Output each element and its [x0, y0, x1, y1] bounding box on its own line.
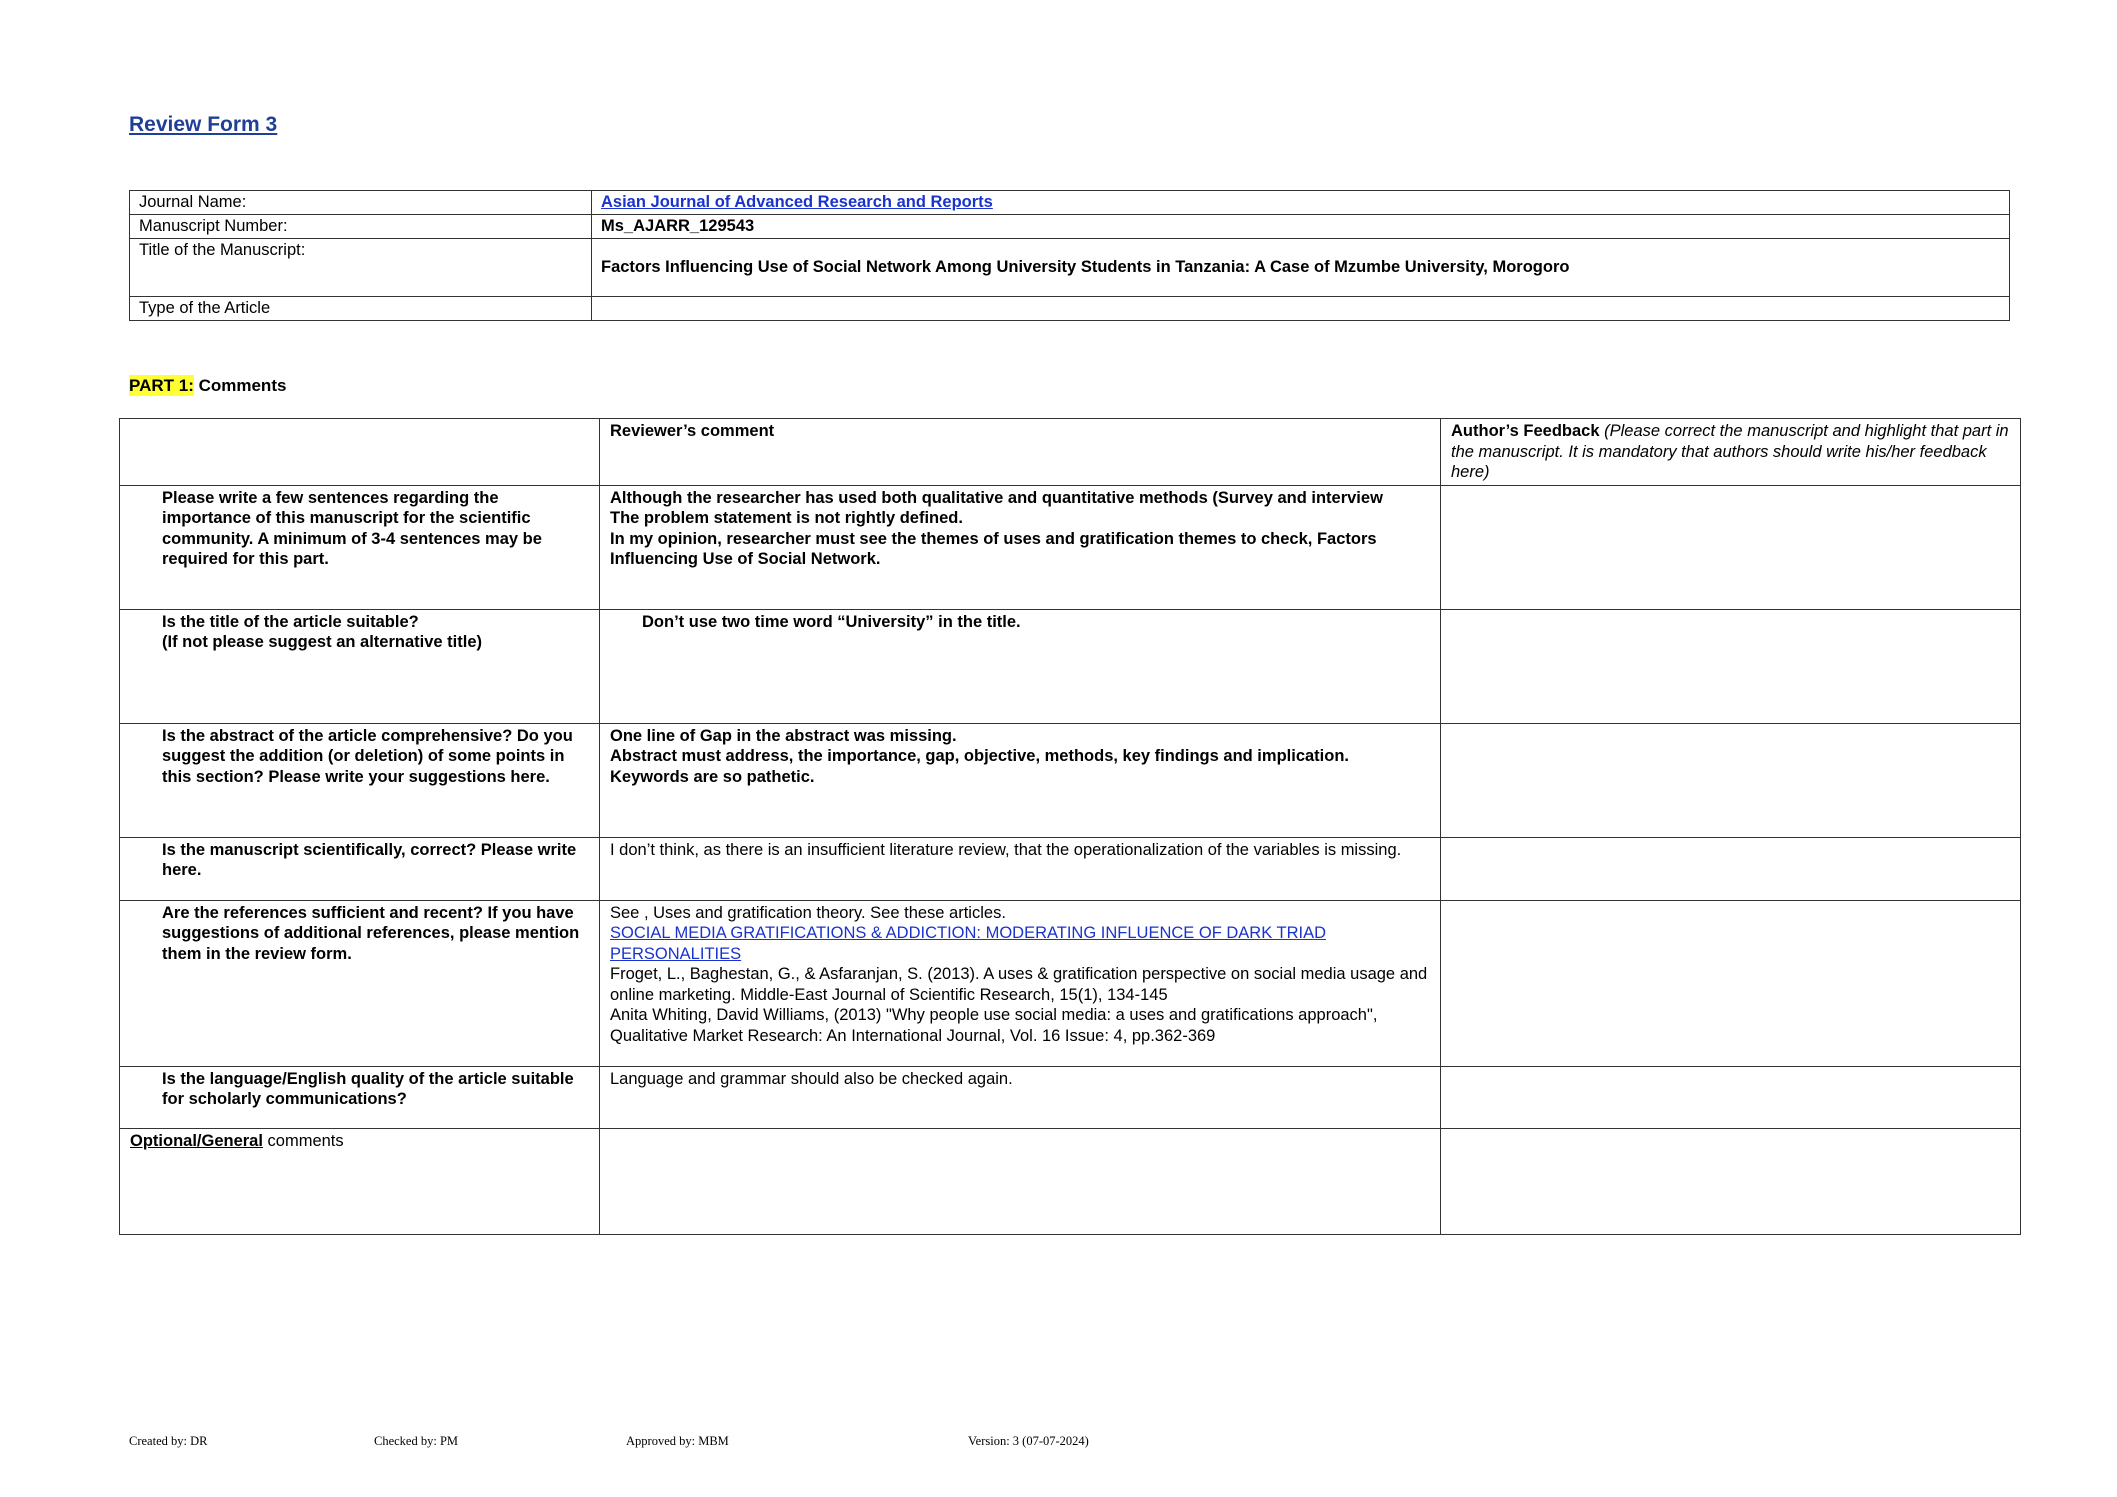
comment-line: In my opinion, researcher must see the themes of uses and gratification themes to check, Factors Influencing Use of Social Network.: [610, 529, 1377, 568]
manuscript-number: Ms_AJARR_129543: [592, 215, 2010, 239]
journal-label: Journal Name:: [130, 191, 592, 215]
reference-item: Froget, L., Baghestan, G., & Asfaranjan, S. (2013). A uses & gratification perspective on social media usage and online marketing. Middle-East Journal of Scientific Research, 15(1), 134-145: [610, 965, 1428, 1004]
footer-approved-by: Approved by: MBM: [626, 1434, 729, 1448]
review-comments-table: [119, 418, 2021, 1235]
comment-text: Don’t use two time word “University” in the title.: [642, 612, 1021, 631]
manuscript-title-label: Title of the Manuscript:: [130, 239, 592, 297]
table-row: [120, 723, 2021, 837]
manuscript-info-table: [129, 190, 2010, 321]
author-feedback-cell[interactable]: [1441, 485, 2021, 609]
header-reviewer-comment: Reviewer’s comment: [600, 419, 1441, 486]
article-type-label: Type of the Article: [130, 297, 592, 321]
comment-line: Although the researcher has used both qualitative and quantitative methods (Survey and interview: [610, 488, 1383, 507]
question-importance: Please write a few sentences regarding the importance of this manuscript for the scientific community. A minimum of 3-4 sentences may be required for this part.: [120, 485, 600, 609]
comment-line: The problem statement is not rightly defined.: [610, 509, 963, 527]
header-author-feedback: [1441, 419, 2021, 486]
question-title: [120, 609, 600, 723]
journal-value-cell: [592, 191, 2010, 215]
table-row: [120, 900, 2021, 1066]
question-line: Is the title of the article suitable?: [162, 612, 419, 631]
article-type-value: [592, 297, 2010, 321]
part-label: PART 1:: [129, 376, 194, 395]
table-row: [120, 1066, 2021, 1128]
manuscript-label: Manuscript Number:: [130, 215, 592, 239]
author-feedback-cell[interactable]: [1441, 1066, 2021, 1128]
manuscript-title-row: [130, 239, 2010, 297]
author-feedback-title: Author’s Feedback: [1451, 422, 1600, 440]
manuscript-row: [130, 215, 2010, 239]
question-references: Are the references sufficient and recent? If you have suggestions of additional references, please mention them in the review form.: [120, 900, 600, 1066]
header-empty-cell: [120, 419, 600, 486]
comment-references: [600, 900, 1441, 1066]
author-feedback-cell[interactable]: [1441, 723, 2021, 837]
comment-scientific: I don’t think, as there is an insufficient literature review, that the operationalization of the variables is missing.: [600, 837, 1441, 900]
manuscript-title-value: Factors Influencing Use of Social Network Among University Students in Tanzania: A Case of Mzumbe University, Morogoro: [592, 239, 2010, 297]
question-abstract: Is the abstract of the article comprehensive? Do you suggest the addition (or deletion) of some points in this section? Please write your suggestions here.: [120, 723, 600, 837]
optional-comments-word: comments: [262, 1131, 344, 1150]
optional-comments-label: [120, 1128, 600, 1234]
question-scientific: Is the manuscript scientifically, correct? Please write here.: [120, 837, 600, 900]
journal-link[interactable]: Asian Journal of Advanced Research and Reports: [601, 193, 993, 211]
part-text: Comments: [193, 376, 287, 395]
comment-title: [600, 609, 1441, 723]
article-type-row: [130, 297, 2010, 321]
table-row: [120, 837, 2021, 900]
comment-language: Language and grammar should also be checked again.: [600, 1066, 1441, 1128]
part-heading: [129, 376, 286, 396]
reference-link[interactable]: SOCIAL MEDIA GRATIFICATIONS & ADDICTION: MODERATING INFLUENCE OF DARK TRIAD PERSONALITIES: [610, 924, 1326, 963]
optional-comments-reviewer-cell[interactable]: [600, 1128, 1441, 1234]
author-feedback-cell[interactable]: [1441, 1128, 2021, 1234]
author-feedback-cell[interactable]: [1441, 900, 2021, 1066]
question-language: Is the language/English quality of the article suitable for scholarly communications?: [120, 1066, 600, 1128]
author-feedback-cell[interactable]: [1441, 609, 2021, 723]
comment-importance: [600, 485, 1441, 609]
optional-comments-row: [120, 1128, 2021, 1234]
journal-row: [130, 191, 2010, 215]
comment-line: Abstract must address, the importance, gap, objective, methods, key findings and implication.: [610, 747, 1349, 765]
page-title: Review Form 3: [129, 113, 278, 136]
comment-line: Keywords are so pathetic.: [610, 767, 815, 786]
header-row: [120, 419, 2021, 486]
author-feedback-cell[interactable]: [1441, 837, 2021, 900]
comment-line: One line of Gap in the abstract was missing.: [610, 726, 957, 745]
author-feedback-instructions: (Please correct the manuscript and highlight that part in the manuscript. It is mandatory that authors should write his/her feedback here): [1451, 422, 2009, 481]
reference-item: Anita Whiting, David Williams, (2013) "Why people use social media: a uses and gratifications approach", Qualitative Market Research: An International Journal, Vol. 16 Issue: 4, pp.362-369: [610, 1006, 1378, 1045]
table-row: [120, 485, 2021, 609]
references-intro: See , Uses and gratification theory. See these articles.: [610, 903, 1006, 922]
comment-abstract: [600, 723, 1441, 837]
question-line: (If not please suggest an alternative title): [162, 633, 482, 651]
footer-checked-by: Checked by: PM: [374, 1434, 459, 1448]
optional-general-label: Optional/General: [130, 1131, 263, 1150]
footer-created-by: Created by: DR: [129, 1434, 208, 1448]
table-row: [120, 609, 2021, 723]
footer-version: Version: 3 (07-07-2024): [968, 1434, 1089, 1448]
